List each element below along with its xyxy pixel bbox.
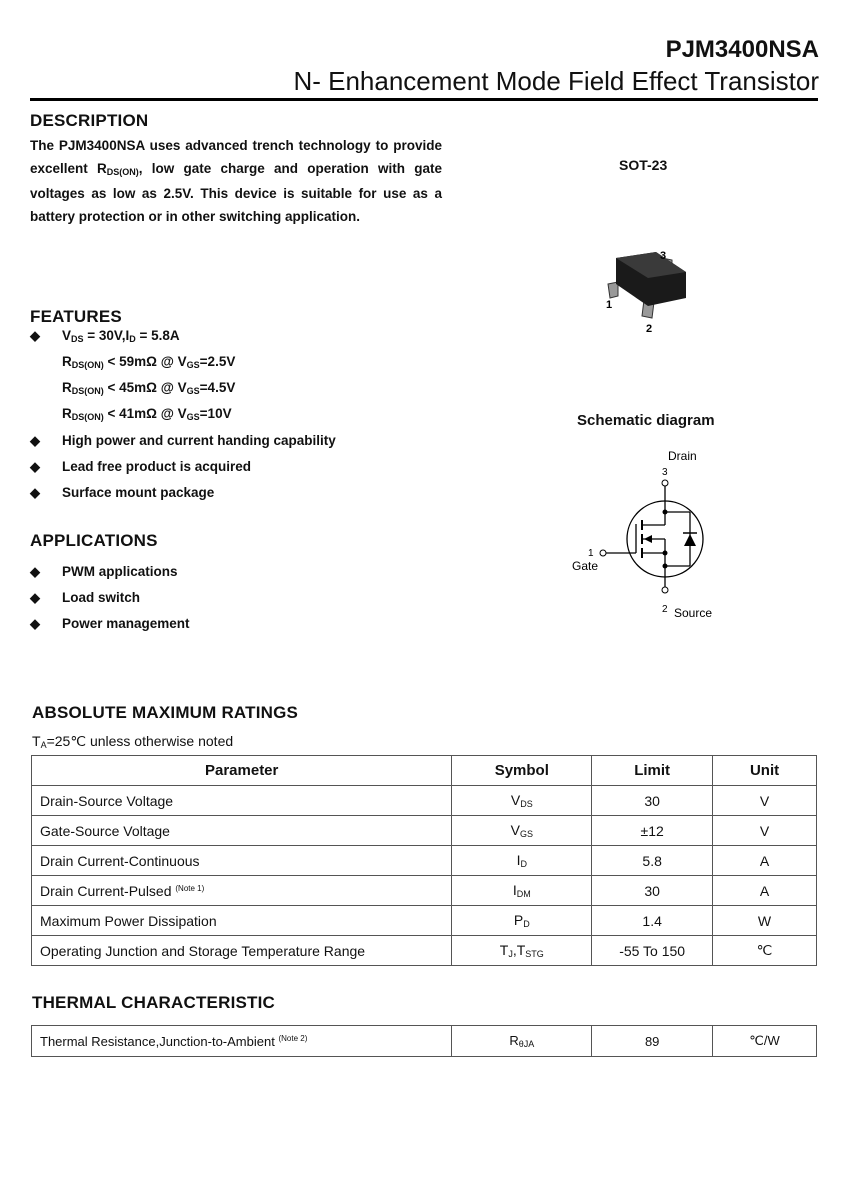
table-row — [32, 876, 817, 906]
column-header: Unit — [713, 756, 817, 786]
bullet-icon: ◆ — [30, 564, 40, 579]
package-pin-1 — [608, 282, 618, 298]
param-cell: Thermal Resistance,Junction-to-Ambient $^{(Note 2)}$ — [32, 1026, 452, 1057]
source-pin-label: 2 — [662, 604, 668, 615]
column-header: Symbol — [452, 756, 592, 786]
unit-cell: ℃/W — [713, 1026, 817, 1057]
symbol-cell: $R_{\theta JA}$ — [452, 1026, 592, 1057]
drain-pin-label: 3 — [662, 467, 668, 478]
limit-cell: 5.8 — [592, 846, 713, 876]
param-cell: Gate-Source Voltage — [32, 816, 452, 846]
title-divider — [30, 98, 818, 101]
schematic-title: Schematic diagram — [577, 412, 715, 429]
gate-terminal — [600, 550, 606, 556]
column-header: Limit — [592, 756, 713, 786]
ratings-condition: $T_A=25℃$ unless otherwise noted — [32, 733, 234, 750]
unit-cell: ℃ — [713, 936, 817, 966]
unit-cell: V — [713, 786, 817, 816]
symbol-cell: $V_{GS}$ — [452, 816, 592, 846]
ratings-heading: ABSOLUTE MAXIMUM RATINGS — [32, 703, 299, 722]
bullet-icon: ◆ — [30, 433, 40, 448]
package-pin-1-label: 1 — [606, 299, 613, 311]
column-header: Parameter — [32, 756, 452, 786]
thermal-heading: THERMAL CHARACTERISTIC — [32, 993, 276, 1012]
drain-label: Drain — [668, 449, 697, 463]
table-row — [32, 1026, 817, 1057]
features-heading: FEATURES — [30, 307, 122, 326]
sot23-package-image — [596, 244, 696, 336]
param-cell: Drain-Source Voltage — [32, 786, 452, 816]
gate-label: Gate — [572, 559, 599, 573]
drain-terminal — [662, 480, 668, 486]
symbol-cell: $P_D$ — [452, 906, 592, 936]
param-cell: Drain Current-Pulsed $^{(Note 1)}$ — [32, 876, 452, 906]
description-heading: DESCRIPTION — [30, 111, 149, 130]
thermal-table — [31, 1025, 817, 1057]
package-pin-2-label: 2 — [646, 323, 653, 335]
table-row — [32, 816, 817, 846]
bullet-icon: ◆ — [30, 459, 40, 474]
document-subtitle: N- Enhancement Mode Field Effect Transistor — [293, 66, 819, 96]
mosfet-schematic-diagram — [560, 444, 720, 628]
unit-cell: A — [713, 876, 817, 906]
param-cell: Operating Junction and Storage Temperature Range — [32, 936, 452, 966]
unit-cell: V — [713, 816, 817, 846]
bullet-icon: ◆ — [30, 485, 40, 500]
limit-cell: 30 — [592, 876, 713, 906]
limit-cell: 1.4 — [592, 906, 713, 936]
package-pin-3-label: 3 — [660, 250, 667, 262]
note-reference: (Note 1) — [175, 883, 205, 893]
ratings-table — [31, 755, 817, 966]
body-diode — [684, 534, 696, 546]
limit-cell: 89 — [592, 1026, 713, 1057]
part-number: PJM3400NSA — [665, 36, 819, 63]
source-label: Source — [674, 606, 713, 620]
bullet-icon: ◆ — [30, 328, 40, 343]
description-text: The PJM3400NSA uses advanced trench technology to provide excellent $R_{DS(ON)}$, low gate charge and operation with gate voltages as low as 2.5V. This device is suitable for use as a battery protection or in other switching application. — [30, 138, 442, 224]
symbol-cell: $I_D$ — [452, 846, 592, 876]
ratings-header-row — [32, 756, 817, 786]
param-cell: Maximum Power Dissipation — [32, 906, 452, 936]
unit-cell: W — [713, 906, 817, 936]
bullet-icon: ◆ — [30, 616, 40, 631]
symbol-cell: $I_{DM}$ — [452, 876, 592, 906]
note-reference: (Note 2) — [278, 1033, 308, 1043]
source-terminal — [662, 587, 668, 593]
table-row — [32, 906, 817, 936]
limit-cell: ±12 — [592, 816, 713, 846]
applications-heading: APPLICATIONS — [30, 531, 158, 550]
bullet-icon: ◆ — [30, 590, 40, 605]
table-row — [32, 846, 817, 876]
param-cell: Drain Current-Continuous — [32, 846, 452, 876]
package-label: SOT-23 — [619, 157, 668, 173]
symbol-cell: $V_{DS}$ — [452, 786, 592, 816]
gate-pin-label: 1 — [588, 548, 594, 559]
limit-cell: 30 — [592, 786, 713, 816]
table-row — [32, 936, 817, 966]
unit-cell: A — [713, 846, 817, 876]
limit-cell: -55 To 150 — [592, 936, 713, 966]
symbol-cell: $T_J,T_{STG}$ — [452, 936, 592, 966]
table-row — [32, 786, 817, 816]
